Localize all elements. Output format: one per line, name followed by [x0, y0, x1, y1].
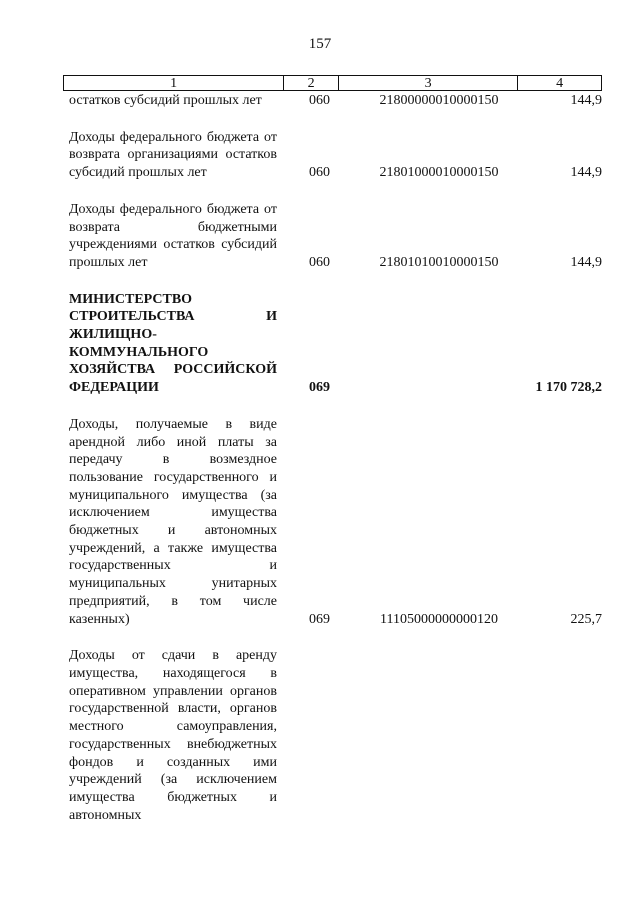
row-amount: 1 170 728,2: [535, 380, 602, 396]
table-row: [63, 92, 602, 110]
header-col-1: 1: [64, 76, 284, 90]
row-admin-code: 060: [309, 93, 330, 108]
table-row: [63, 201, 602, 272]
row-kbk-code: 21800000010000150: [379, 93, 499, 108]
row-admin-code: 069: [309, 380, 330, 396]
row-name: Доходы федерального бюджета от возврата организациями остатков субсидий прошлых лет: [69, 129, 277, 181]
row-name: остатков субсидий прошлых лет: [69, 93, 262, 108]
row-kbk-code: 21801010010000150: [379, 254, 499, 270]
row-admin-code: 069: [309, 611, 330, 627]
table-header: [63, 75, 602, 91]
header-col-3: 3: [339, 76, 518, 90]
row-kbk-code: 21801000010000150: [379, 165, 499, 181]
table-row: [63, 129, 602, 182]
table-body: [63, 92, 602, 824]
table-row: [63, 416, 602, 628]
table-row-ministry: [63, 291, 602, 397]
row-name: МИНИСТЕРСТВО СТРОИТЕЛЬСТВА И ЖИЛИЩНО-КОММУНАЛЬНОГО ХОЗЯЙСТВА РОССИЙСКОЙ ФЕДЕРАЦИИ: [69, 291, 277, 396]
row-admin-code: 060: [309, 165, 330, 181]
page-number: 157: [308, 36, 332, 52]
row-admin-code: 060: [309, 254, 330, 270]
row-kbk-code: 11105000000000120: [380, 611, 498, 627]
row-amount: 144,9: [570, 93, 602, 108]
row-amount: 225,7: [570, 611, 602, 627]
row-amount: 144,9: [570, 254, 602, 270]
row-name: Доходы федерального бюджета от возврата бюджетными учреждениями остатков субсидий прошлых лет: [69, 201, 277, 270]
row-name: Доходы, получаемые в виде арендной либо иной платы за передачу в возмездное пользование государственного и муниципального имущества (за исключением имущества бюджетных и автономных учреждений, а также имущества государственных и муниципальных унитарных предприятий, в том числе казенных): [69, 416, 277, 627]
table-row: [63, 647, 602, 824]
header-col-4: 4: [556, 76, 564, 91]
header-col-2: 2: [284, 76, 339, 90]
row-name: Доходы от сдачи в аренду имущества, находящегося в оперативном управлении органов государственной власти, органов местного самоуправления, государственных внебюджетных фондов и созданных ими учреждений (за исключением имущества бюджетных и автономных: [69, 648, 277, 823]
row-amount: 144,9: [570, 165, 602, 181]
